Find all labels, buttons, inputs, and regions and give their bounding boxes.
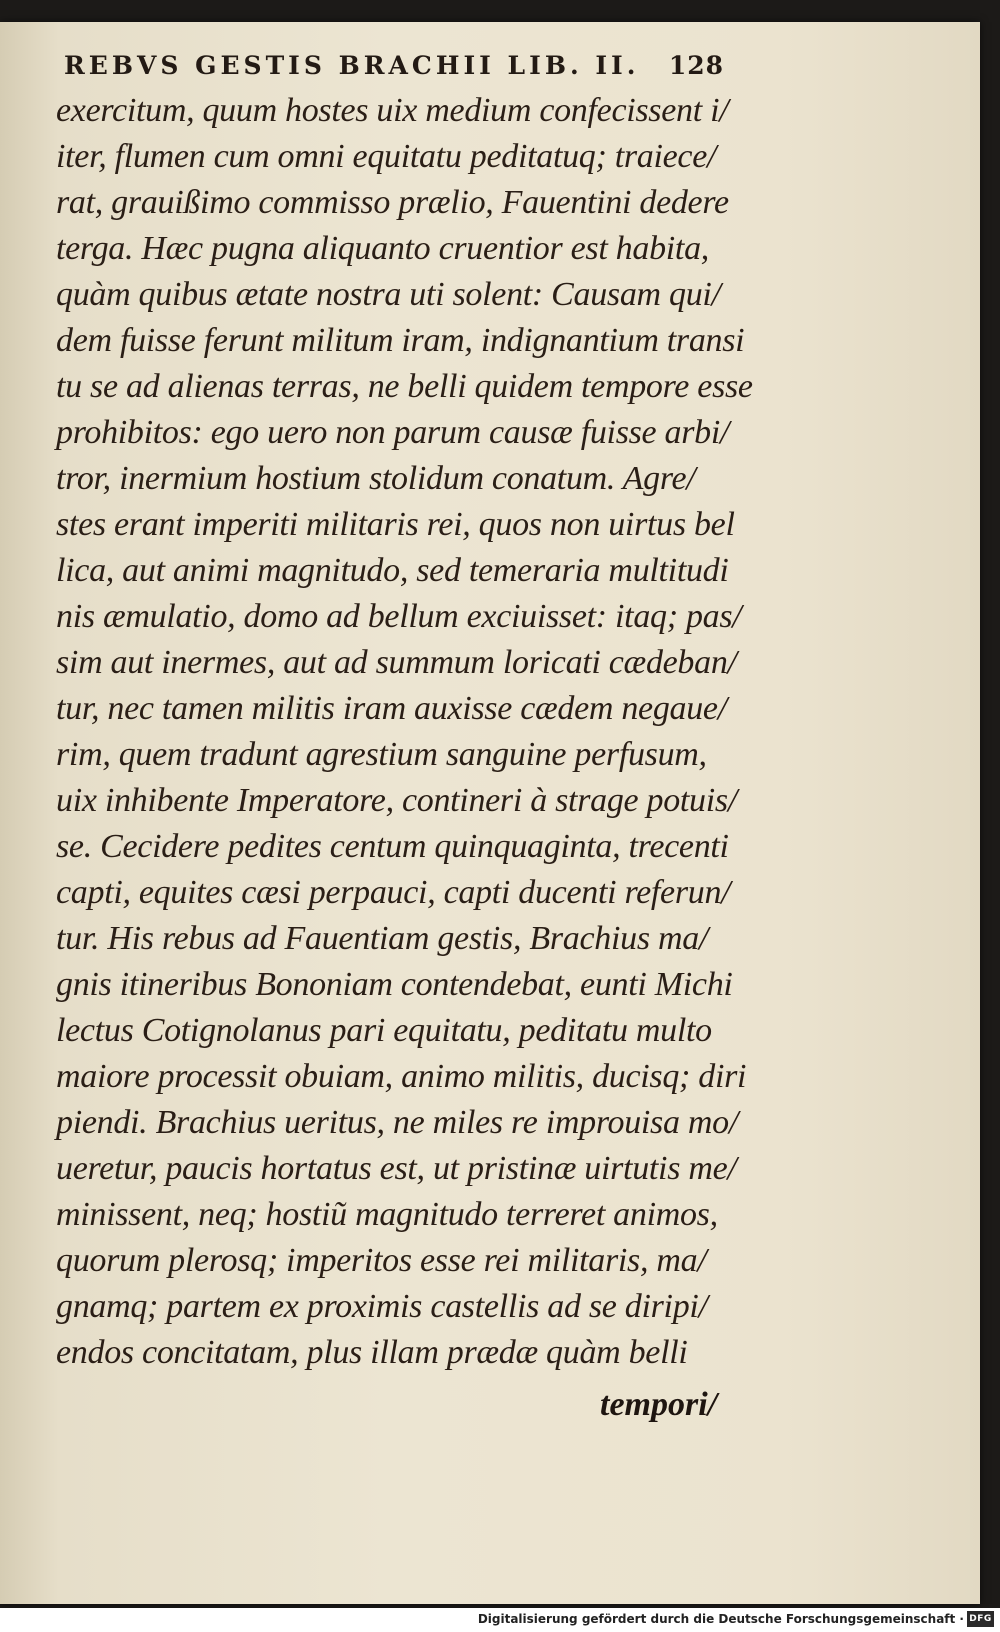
text-line: tu se ad alienas terras, ne belli quidem tempore esse	[56, 368, 753, 405]
text-line: tror, inermium hostium stolidum conatum. Agre/	[56, 460, 696, 497]
text-line: tur, nec tamen militis iram auxisse cædem negaue/	[56, 690, 727, 727]
text-line: quorum plerosq; imperitos esse rei militaris, ma/	[56, 1242, 707, 1279]
text-line: nis æmulatio, domo ad bellum exciuisset: itaq; pas/	[56, 598, 742, 635]
text-line: rat, grauißimo commisso prælio, Fauentini dedere	[56, 184, 729, 221]
book-page	[0, 22, 980, 1604]
text-line: exercitum, quum hostes uix medium confecissent i/	[56, 92, 729, 129]
text-line: maiore processit obuiam, animo militis, ducisq; diri	[56, 1058, 747, 1095]
text-line: uix inhibente Imperatore, contineri à strage potuis/	[56, 782, 737, 819]
text-line: se. Cecidere pedites centum quinquaginta, trecenti	[56, 828, 729, 865]
text-line: terga. Hæc pugna aliquanto cruentior est habita,	[56, 230, 709, 267]
text-line: dem fuisse ferunt militum iram, indignantium transi	[56, 322, 745, 359]
text-line: endos concitatam, plus illam prædæ quàm belli	[56, 1334, 688, 1371]
text-block	[56, 88, 753, 1376]
text-line: minissent, neq; hostiũ magnitudo terreret animos,	[56, 1196, 718, 1233]
footer-bar	[0, 1608, 1000, 1632]
text-line: piendi. Brachius ueritus, ne miles re improuisa mo/	[56, 1104, 738, 1141]
text-line: gnis itineribus Bononiam contendebat, eunti Michi	[56, 966, 733, 1003]
text-line: tur. His rebus ad Fauentiam gestis, Brachius ma/	[56, 920, 709, 957]
running-head	[64, 51, 724, 80]
text-line: rim, quem tradunt agrestium sanguine perfusum,	[56, 736, 707, 773]
text-line: quàm quibus ætate nostra uti solent: Causam qui/	[56, 276, 721, 313]
text-line: ueretur, paucis hortatus est, ut pristinæ uirtutis me/	[56, 1150, 737, 1187]
text-line: prohibitos: ego uero non parum causæ fuisse arbi/	[56, 414, 730, 451]
folio-number: 128	[668, 51, 724, 80]
running-head-title: REBVS GESTIS BRACHII LIB. II.	[64, 51, 640, 80]
text-line: gnamq; partem ex proximis castellis ad se diripi/	[56, 1288, 708, 1325]
text-line: sim aut inermes, aut ad summum loricati cædeban/	[56, 644, 737, 681]
text-line: lica, aut animi magnitudo, sed temeraria multitudi	[56, 552, 729, 589]
text-line: lectus Cotignolanus pari equitatu, peditatu multo	[56, 1012, 712, 1049]
dfg-logo: DFG	[967, 1611, 994, 1627]
catchword: tempori/	[600, 1386, 718, 1423]
text-line: capti, equites cæsi perpauci, capti ducenti referun/	[56, 874, 731, 911]
text-line: iter, flumen cum omni equitatu peditatuq; traiece/	[56, 138, 717, 175]
footer-credit: Digitalisierung gefördert durch die Deutsche Forschungsgemeinschaft ·	[477, 1612, 964, 1626]
text-line: stes erant imperiti militaris rei, quos non uirtus bel	[56, 506, 735, 543]
